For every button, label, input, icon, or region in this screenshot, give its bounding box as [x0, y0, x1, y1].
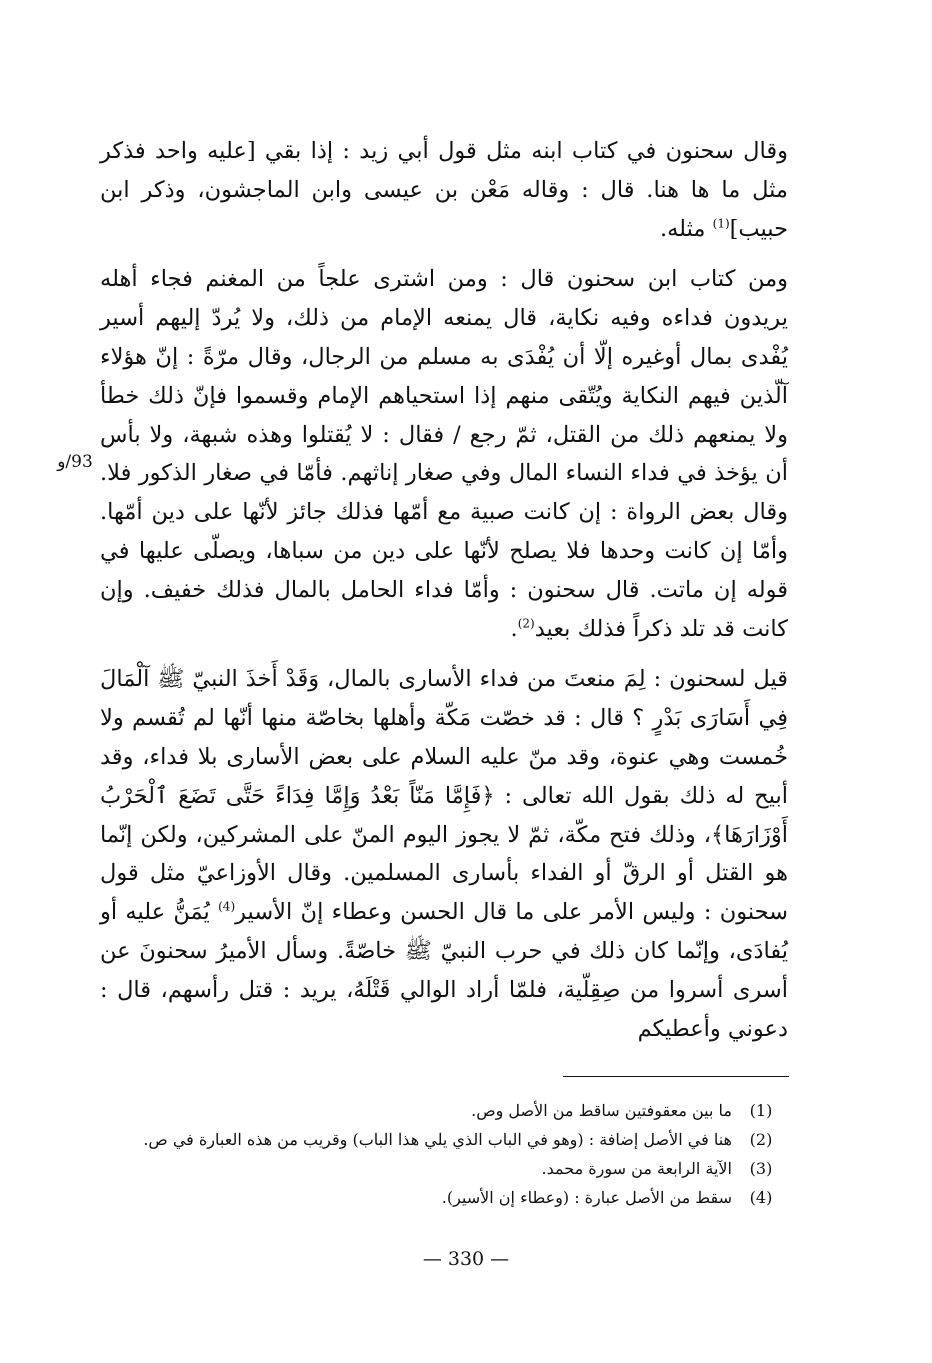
footnote-ref-4: (4) — [218, 899, 236, 914]
footnote-text: هنا في الأصل إضافة : (وهو في الباب الذي يلي هذا الباب) وقريب من هذه العبارة في ص. — [143, 1130, 732, 1149]
footnote-text: ما بين معقوفتين ساقط من الأصل وص. — [471, 1101, 732, 1120]
folio-margin-note: 93/و — [57, 452, 93, 472]
paragraph-3-cont: يُمَنُّ عليه أو يُفادَى، وإنّما كان ذلك في حرب النبيّ ﷺ خاصّةً. وسأل الأميرُ سحنونَ عن أسرى أسروا من صِقِلّية، فلمّا أراد الوالي قَتْلَهُ، يريد : قتل رأسهم، قال : دعوني وأعطيكم — [100, 899, 788, 1042]
footnote-number: (2) — [749, 1130, 773, 1149]
footnote-1 — [110, 1096, 790, 1125]
footnote-number: (1) — [749, 1101, 773, 1120]
footnote-3 — [110, 1154, 790, 1183]
paragraph-3 — [100, 660, 788, 1048]
footnote-number: (3) — [749, 1159, 773, 1178]
footnote-separator — [563, 1076, 789, 1077]
paragraph-1 — [100, 132, 788, 248]
footnote-text: الآية الرابعة من سورة محمد. — [541, 1159, 732, 1178]
paragraph-3-text: قيل لسحنون : لِمَ منعتَ من فداء الأسارى بالمال، وَقَدْ أَخذَ النبيّ ﷺ آلْمَالَ فِي أَسَارَى بَدْرٍ ؟ قال : قد خصّت مَكّة وأهلها بخاصّة منها أنّها لم تُقسم ولا خُمست وهي عنوة، وقد منّ عليه السلام على بعض الأسارى بلا فداء، وقد أبيح له ذلك بقول الله تعالى : ﴿فَإِمَّا مَنّاً بَعْدُ وَإِمَّا فِدَاءً حَتَّى تَضَعَ ٱلْحَرْبُ أَوْزَارَهَا﴾، وذلك فتح مكّة، ثمّ لا يجوز اليوم المنّ على المشركين، ولكن إنّما هو القتل أو الرقّ أو الفداء بأسارى المسلمين. وقال الأوزاعيّ مثل قول سحنون : وليس الأمر على ما قال الحسن وعطاء إنّ الأسير — [100, 666, 789, 926]
paragraph-1-tail: مثله. — [659, 215, 706, 242]
page-number: — 330 — — [422, 1248, 510, 1270]
paragraph-2: ومن كتاب ابن سحنون قال : ومن اشترى علجاً من المغنم فجاء أهله يريدون فداءه وفيه نكاية، قال يمنعه الإمام من ذلك، ولا يُردّ إليهم أسير يُفْدى بمال أوغيره إلّا أن يُفْدَى به مسلم من الرجال، وقال مرّةً : إنّ هؤلاء آلّذين فيهم النكاية ويُتّقى منهم إذا استحياهم الإمام وقسموا فإنّ ذلك خطأ ولا يمنعهم ذلك من القتل، ثمّ رجع / فقال : لا يُقتلوا وهذه شبهة، ولا بأس أن يؤخذ في فداء النساء المال وفي صغار إناثهم. فأمّا في صغار الذكور فلا. وقال بعض الرواة : إن كانت صبية مع أمّها فذلك جائز لأنّها على دين أمّها. وأمّا إن كانت وحدها فلا يصلح لأنّها على دين من سباها، ويصلّى عليها في قوله إن ماتت. قال سحنون : وأمّا فداء الحامل بالمال فذلك خفيف. وإن كانت قد تلد ذكراً فذلك بعيد$^{(2)}$. — [100, 266, 788, 642]
footnote-ref-1: (1) — [712, 216, 730, 231]
footnote-4 — [110, 1183, 790, 1212]
paragraph-2-text: ومن كتاب ابن سحنون قال : ومن اشترى علجاً من المغنم فجاء أهله يريدون فداءه وفيه نكاية، قال يمنعه الإمام من ذلك، ولا يُردّ إليهم أسير يُفْدى بمال أوغيره إلّا أن يُفْدَى به مسلم من الرجال، وقال مرّةً : إنّ هؤلاء آلّذين فيهم النكاية ويُتّقى منهم إذا استحياهم الإمام وقسموا فإنّ ذلك خطأ ولا يمنعهم ذلك من القتل، ثمّ رجع / فقال : لا يُقتلوا وهذه شبهة، ولا بأس أن يؤخذ في فداء النساء المال وفي صغار إناثهم. فأمّا في صغار الذكور فلا. وقال بعض الرواة : إن كانت صبية مع أمّها فذلك جائز لأنّها على دين أمّها. وأمّا إن كانت وحدها فلا يصلح لأنّها على دين من سباها، ويصلّى عليها في قوله إن ماتت. قال سحنون : وأمّا فداء الحامل بالمال فذلك خفيف. وإن كانت قد تلد ذكراً فذلك بعيد — [100, 266, 788, 642]
footnote-number: (4) — [749, 1188, 773, 1207]
footnote-text: سقط من الأصل عبارة : (وعطاء إن الأسير). — [441, 1188, 732, 1207]
footnotes — [110, 1096, 790, 1212]
main-text — [100, 132, 788, 1048]
footnote-ref-2: (2) — [517, 616, 535, 631]
footnote-2 — [110, 1125, 790, 1154]
paragraph-1-text: وقال سحنون في كتاب ابنه مثل قول أبي زيد : إذا بقي [عليه واحد فذكر مثل ما ها هنا. قال : وقاله مَعْن بن عيسى وابن الماجشون، وذكر ابن حبيب] — [100, 138, 788, 242]
